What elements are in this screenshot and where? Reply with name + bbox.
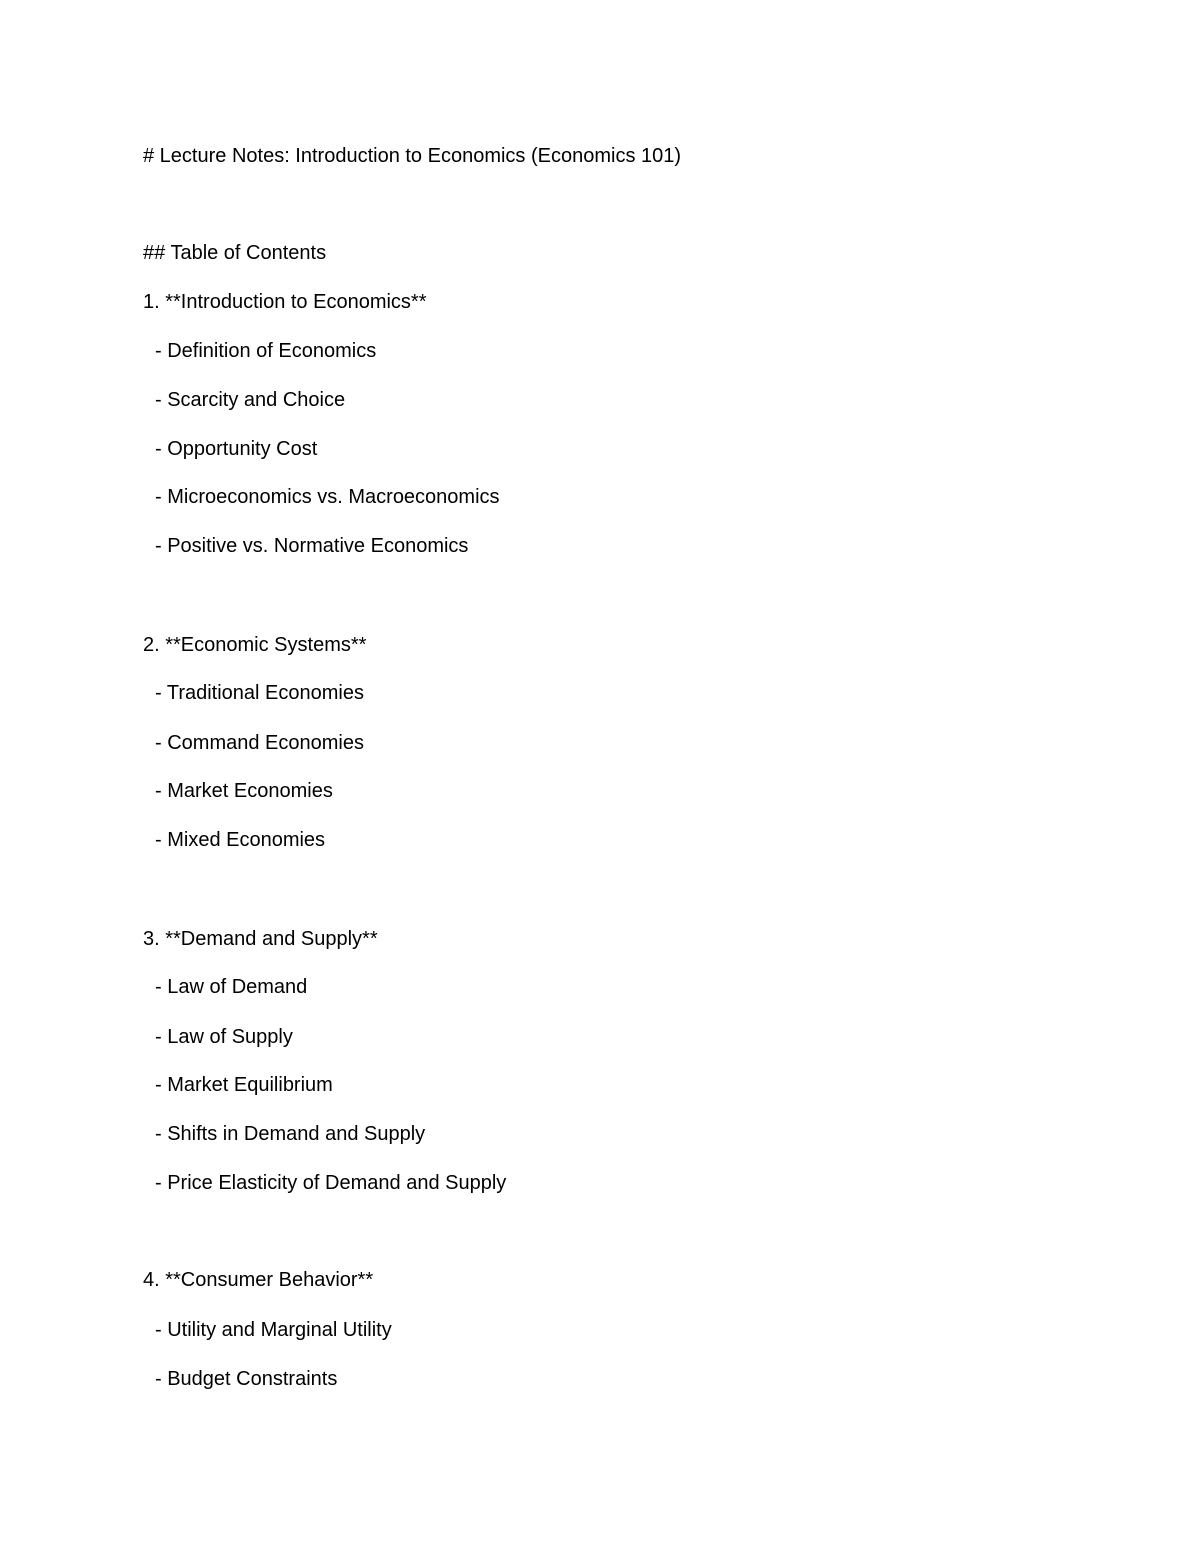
document-title: # Lecture Notes: Introduction to Economics (Economics 101) bbox=[143, 145, 682, 167]
list-item: - Market Economies bbox=[155, 780, 333, 802]
list-item: - Budget Constraints bbox=[155, 1368, 338, 1390]
toc-heading: ## Table of Contents bbox=[143, 242, 327, 264]
list-item: - Mixed Economies bbox=[155, 829, 326, 851]
list-item: - Scarcity and Choice bbox=[155, 389, 346, 411]
list-item: - Price Elasticity of Demand and Supply bbox=[155, 1172, 507, 1194]
list-item: - Command Economies bbox=[155, 732, 364, 754]
list-item: - Traditional Economies bbox=[155, 682, 364, 704]
list-item: - Microeconomics vs. Macroeconomics bbox=[155, 486, 500, 508]
list-item: - Market Equilibrium bbox=[155, 1074, 333, 1096]
section-heading: 4. **Consumer Behavior** bbox=[143, 1269, 374, 1291]
list-item: - Law of Supply bbox=[155, 1026, 293, 1048]
list-item: - Shifts in Demand and Supply bbox=[155, 1123, 426, 1145]
list-item: - Positive vs. Normative Economics bbox=[155, 535, 469, 557]
list-item: - Utility and Marginal Utility bbox=[155, 1319, 392, 1341]
section-heading: 1. **Introduction to Economics** bbox=[143, 291, 427, 313]
list-item: - Definition of Economics bbox=[155, 340, 377, 362]
section-heading: 2. **Economic Systems** bbox=[143, 634, 367, 656]
list-item: - Opportunity Cost bbox=[155, 438, 318, 460]
section-heading: 3. **Demand and Supply** bbox=[143, 928, 378, 950]
list-item: - Law of Demand bbox=[155, 976, 308, 998]
